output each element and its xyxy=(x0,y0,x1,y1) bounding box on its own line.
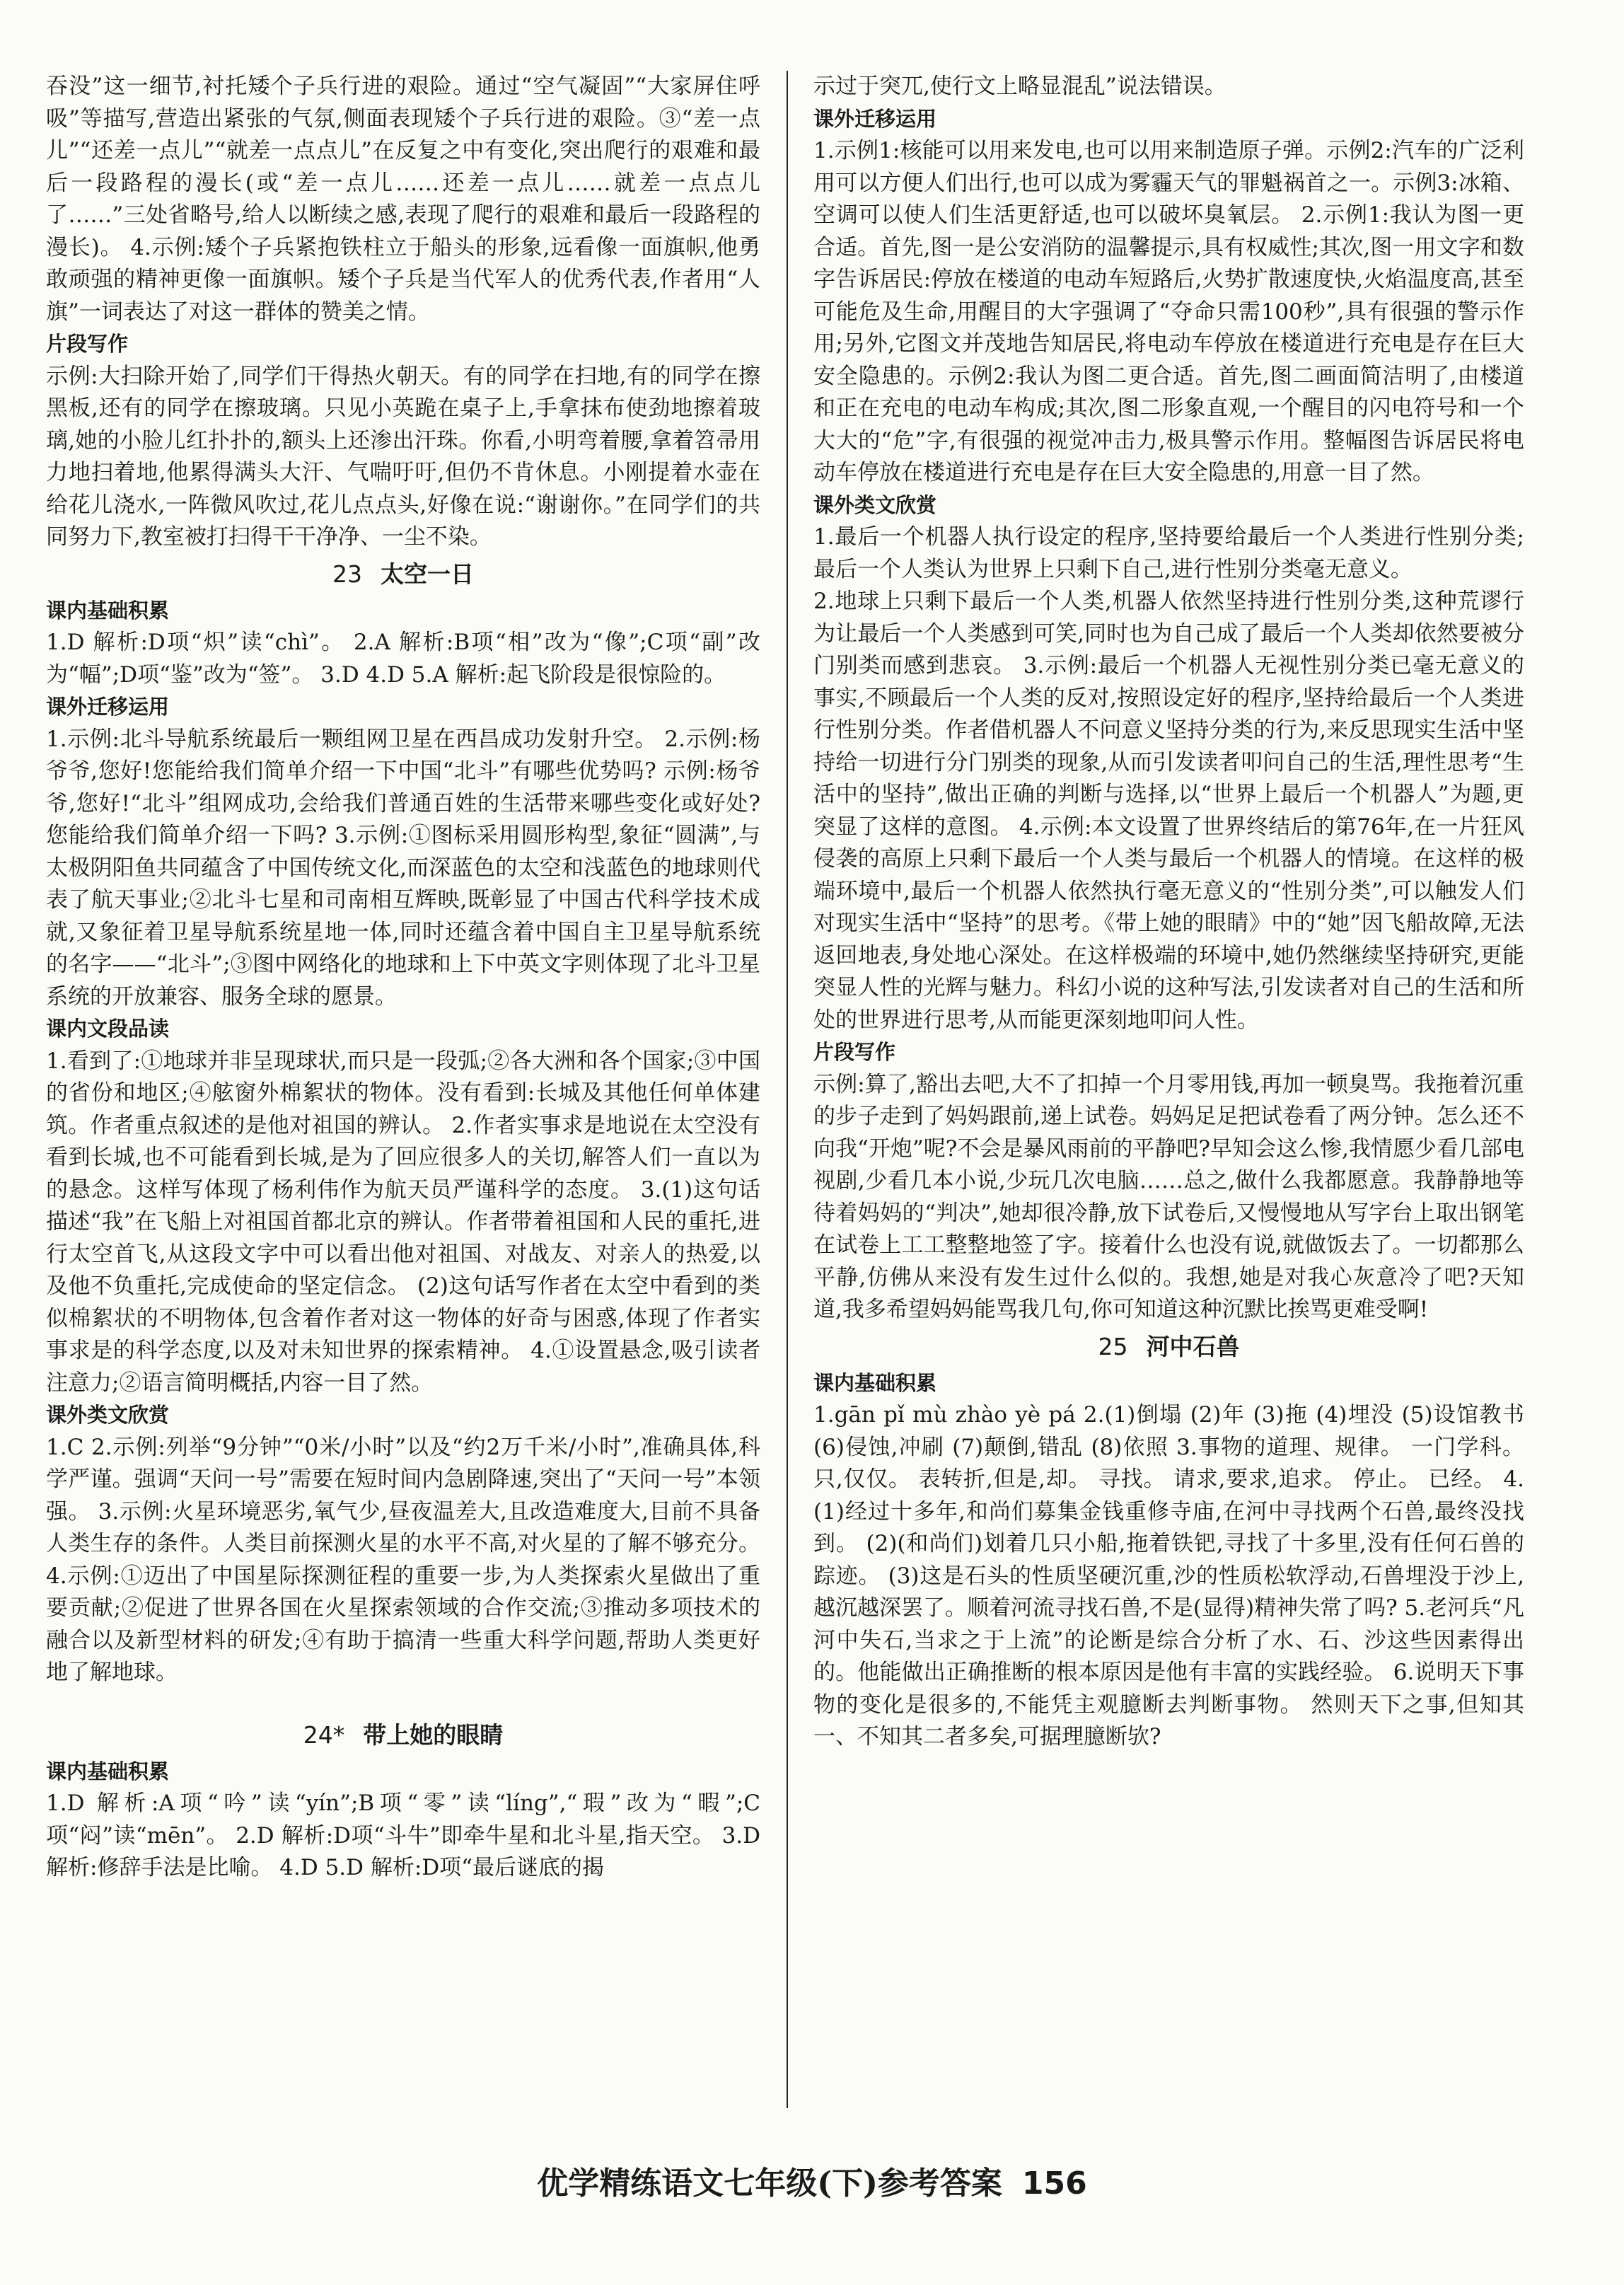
section-heading: 片段写作 xyxy=(813,1040,896,1064)
answer-paragraph: 1.示例:北斗导航系统最后一颗组网卫星在西昌成功发射升空。 2.示例:杨爷爷,您好!您能给我们简单介绍一下中国“北斗”有哪些优势吗? 示例:杨爷爷,您好!“北斗”组网成功,会给我们普通百姓的生活带来哪些变化或好处?您能给我们简单介绍一下吗? 3.示例:①图标采用圆形构型,象征“圆满”,与太极阴阳鱼共同蕴含了中国传统文化,而深蓝色的太空和浅蓝色的地球则代表了航天事业;②北斗七星和司南相互辉映,既彰显了中国古代科学技术成就,又象征着卫星导航系统星地一体,同时还蕴含着中国自主卫星导航系统的名字——“北斗”;③图中网络化的地球和上下中英文字则体现了北斗卫星系统的开放兼容、服务全球的愿景。 xyxy=(46,726,760,1010)
section-heading: 课内文段品读 xyxy=(46,1017,170,1041)
lesson-name: 太空一日 xyxy=(381,560,474,588)
lesson-number: 24* xyxy=(303,1720,345,1749)
answer-paragraph: 1.D 解析:A项“吟”读“yín”;B项“零”读“líng”,“瑕”改为“暇”;C项“闷”读“mēn”。 2.D 解析:D项“斗牛”即牵牛星和北斗星,指天空。 3.D 解析:修辞手法是比喻。 4.D 5.D 解析:D项“最后谜底的揭 xyxy=(46,1791,760,1880)
answer-paragraph: 吞没”这一细节,衬托矮个子兵行进的艰险。通过“空气凝固”“大家屏住呼吸”等描写,营造出紧张的气氛,侧面表现矮个子兵行进的艰险。③“差一点儿”“还差一点儿”“就差一点点儿”在反复之中有变化,突出爬行的艰难和最后一段路程的漫长(或“差一点儿……还差一点儿……就差一点点儿了……”三处省略号,给人以断续之感,表现了爬行的艰难和最后一段路程的漫长)。 4.示例:矮个子兵紧抱铁柱立于船头的形象,远看像一面旗帜,他勇敢顽强的精神更像一面旗帜。矮个子兵是当代军人的优秀代表,作者用“人旗”一词表达了对这一群体的赞美之情。 xyxy=(46,74,760,325)
answer-paragraph: 2.地球上只剩下最后一个人类,机器人依然坚持进行性别分类,这种荒谬行为让最后一个人类感到可笑,同时也为自己成了最后一个人类却依然要被分门别类而感到悲哀。 3.示例:最后一个机器人无视性别分类已毫无意义的事实,不顾最后一个人类的反对,按照设定好的程序,坚持给最后一个人类进行性别分类。作者借机器人不问意义坚持分类的行为,来反思现实生活中坚持给一切进行分门别类的现象,从而引发读者叩问自己的生活,理性思考“生活中的坚持”,做出正确的判断与选择,以“世界上最后一个机器人”为题,更突显了这样的意图。 4.示例:本文设置了世界终结后的第76年,在一片狂风侵袭的高原上只剩下最后一个人类与最后一个机器人的情境。在这样的极端环境中,最后一个机器人依然执行毫无意义的“性别分类”,可以触发人们对现实生活中“坚持”的思考。《带上她的眼睛》中的“她”因飞船故障,无法返回地表,身处地心深处。在这样极端的环境中,她仍然继续坚持研究,更能突显人性的光辉与魅力。科幻小说的这种写法,引发读者对自己的生活和所处的世界进行思考,从而能更深刻地叩问人性。 xyxy=(813,589,1524,1033)
answer-paragraph: 示过于突兀,使行文上略显混乱”说法错误。 xyxy=(813,74,1226,99)
column-divider xyxy=(787,71,788,2108)
answer-paragraph: 示例:大扫除开始了,同学们干得热火朝天。有的同学在扫地,有的同学在擦黑板,还有的同学在擦玻璃。只见小英跪在桌子上,手拿抹布使劲地擦着玻璃,她的小脸儿红扑扑的,额头上还渗出汗珠。你看,小明弯着腰,拿着笤帚用力地扫着地,他累得满头大汗、气喘吁吁,但仍不肯休息。小刚提着水壶在给花儿浇水,一阵微风吹过,花儿点点头,好像在说:“谢谢你。”在同学们的共同努力下,教室被打扫得干干净净、一尘不染。 xyxy=(46,363,760,550)
lesson-name: 带上她的眼睛 xyxy=(363,1720,504,1749)
left-column xyxy=(46,71,760,1885)
section-heading: 课外迁移运用 xyxy=(46,695,170,719)
section-heading: 课内基础积累 xyxy=(813,1370,937,1395)
answer-paragraph: 1.C 2.示例:列举“9分钟”“0米/小时”以及“约2万千米/小时”,准确具体,科学严谨。强调“天问一号”需要在短时间内急剧降速,突出了“天问一号”本领强。 3.示例:火星环境恶劣,氧气少,昼夜温差大,且改造难度大,目前不具备人类生存的条件。人类目前探测火星的水平不高,对火星的了解不够充分。 4.示例:①迈出了中国星际探测征程的重要一步,为人类探索火星做出了重要贡献;②促进了世界各国在火星探索领域的合作交流;③推动多项技术的融合以及新型材料的研发;④有助于搞清一些重大科学问题,帮助人类更好地了解地球。 xyxy=(46,1434,760,1685)
section-heading: 课外类文欣赏 xyxy=(813,492,937,517)
lesson-number: 25 xyxy=(1098,1332,1128,1360)
lesson-name: 河中石兽 xyxy=(1146,1332,1240,1360)
right-column xyxy=(813,71,1524,1754)
answer-paragraph: 1.gān pǐ mù zhào yè pá 2.(1)倒塌 (2)年 (3)拖 (4)埋没 (5)设馆教书 (6)侵蚀,冲刷 (7)颠倒,错乱 (8)依照 3.事物的道理、规律。 一门学科。 只,仅仅。 表转折,但是,却。 寻找。 请求,要求,追求。 停止。 已经。 4.(1)经过十多年,和尚们募集金钱重修寺庙,在河中寻找两个石兽,最终没找到。 (2)(和尚们)划着几只小船,拖着铁钯,寻找了十多里,没有任何石兽的踪迹。 (3)这是石头的性质坚硬沉重,沙的性质松软浮动,石兽埋没于沙上,越沉越深罢了。顺着河流寻找石兽,不是(显得)精神失常了吗? 5.老河兵“凡河中失石,当求之于上流”的论断是综合分析了水、石、沙这些因素得出的。他能做出正确推断的根本原因是他有丰富的实践经验。 6.说明天下事物的变化是很多的,不能凭主观臆断去判断事物。 然则天下之事,但知其一、不知其二者多矣,可据理臆断欤? xyxy=(813,1402,1524,1749)
lesson-title xyxy=(46,1715,760,1756)
answer-paragraph: 1.示例1:核能可以用来发电,也可以用来制造原子弹。示例2:汽车的广泛利用可以方便人们出行,也可以成为雾霾天气的罪魁祸首之一。示例3:冰箱、空调可以使人们生活更舒适,也可以破坏臭氧层。 2.示例1:我认为图一更合适。首先,图一是公安消防的温馨提示,具有权威性;其次,图一用文字和数字告诉居民:停放在楼道的电动车短路后,火势扩散速度快,火焰温度高,甚至可能危及生命,用醒目的大字强调了“夺命只需100秒”,具有很强的警示作用;另外,它图文并茂地告知居民,将电动车停放在楼道进行充电是存在巨大安全隐患的。示例2:我认为图二更合适。首先,图二画面简洁明了,由楼道和正在充电的电动车构成;其次,图二形象直观,一个醒目的闪电符号和一个大大的“危”字,有很强的视觉冲击力,极具警示作用。整幅图告诉居民将电动车停放在楼道进行充电是存在巨大安全隐患的,用意一目了然。 xyxy=(813,138,1524,485)
section-heading: 课外类文欣赏 xyxy=(46,1403,170,1427)
spacer xyxy=(46,1689,760,1715)
lesson-number: 23 xyxy=(332,560,362,588)
lesson-title xyxy=(813,1326,1524,1367)
answer-paragraph: 1.D 解析:D项“炽”读“chì”。 2.A 解析:B项“相”改为“像”;C项“副”改为“幅”;D项“鉴”改为“签”。 3.D 4.D 5.A 解析:起飞阶段是很惊险的。 xyxy=(46,630,760,688)
section-heading: 课内基础积累 xyxy=(46,598,170,623)
section-heading: 课外迁移运用 xyxy=(813,106,937,131)
footer-title: 优学精练语文七年级(下)参考答案 xyxy=(537,2165,1002,2202)
section-heading: 片段写作 xyxy=(46,332,129,356)
page-number: 156 xyxy=(1021,2165,1087,2202)
answer-paragraph: 1.看到了:①地球并非呈现球状,而只是一段弧;②各大洲和各个国家;③中国的省份和地区;④舷窗外棉絮状的物体。没有看到:长城及其他任何单体建筑。作者重点叙述的是他对祖国的辨认。 2.作者实事求是地说在太空没有看到长城,也不可能看到长城,是为了回应很多人的关切,解答人们一直以为的悬念。这样写体现了杨利伟作为航天员严谨科学的态度。 3.(1)这句话描述“我”在飞船上对祖国首都北京的辨认。作者带着祖国和人民的重托,进行太空首飞,从这段文字中可以看出他对祖国、对战友、对亲人的热爱,以及他不负重托,完成使命的坚定信念。 (2)这句话写作者在太空中看到的类似棉絮状的不明物体,包含着作者对这一物体的好奇与困惑,体现了作者实事求是的科学态度,以及对未知世界的探索精神。 4.①设置悬念,吸引读者注意力;②语言简明概括,内容一目了然。 xyxy=(46,1048,760,1396)
section-heading: 课内基础积累 xyxy=(46,1759,170,1783)
answer-paragraph: 示例:算了,豁出去吧,大不了扣掉一个月零用钱,再加一顿臭骂。我拖着沉重的步子走到了妈妈跟前,递上试卷。妈妈足足把试卷看了两分钟。怎么还不向我“开炮”呢?不会是暴风雨前的平静吧?早知会这么惨,我情愿少看几部电视剧,少看几本小说,少玩几次电脑……总之,做什么我都愿意。我静静地等待着妈妈的“判决”,她却很冷静,放下试卷后,又慢慢地从写字台上取出钢笔在试卷上工工整整地签了字。接着什么也没有说,就做饭去了。一切都那么平静,仿佛从来没有发生过什么似的。我想,她是对我心灰意冷了吧?天知道,我多希望妈妈能骂我几句,你可知道这种沉默比挨骂更难受啊! xyxy=(813,1071,1524,1322)
page-footer xyxy=(0,2158,1624,2203)
lesson-title xyxy=(46,554,760,595)
answer-paragraph: 1.最后一个机器人执行设定的程序,坚持要给最后一个人类进行性别分类;最后一个人类认为世界上只剩下自己,进行性别分类毫无意义。 xyxy=(813,524,1524,582)
